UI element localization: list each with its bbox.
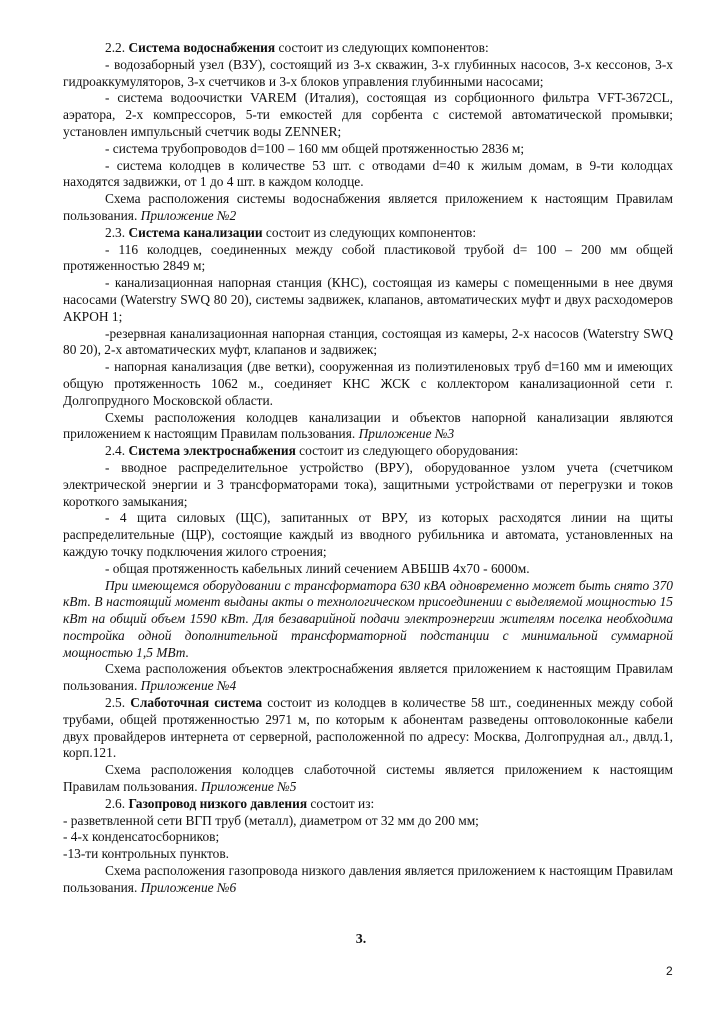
power-note — [63, 578, 673, 662]
section-intro: состоит из следующих компонентов: — [262, 224, 477, 240]
section-intro: состоит из следующих компонентов: — [275, 40, 489, 55]
scheme-paragraph — [63, 410, 673, 444]
scheme-text: Схема расположения системы водоснабжения является приложением к настоящим Правилам пользования. — [63, 191, 673, 223]
section-title: Система электроснабжения — [128, 443, 296, 459]
scheme-paragraph — [63, 863, 673, 897]
section-title: Система водоснабжения — [128, 40, 276, 55]
scheme-paragraph — [63, 191, 673, 225]
section-2-4-heading — [63, 443, 673, 460]
section-intro: состоит из: — [307, 795, 375, 811]
scheme-text: Схема расположения колодцев слаботочной системы является приложением к настоящим Правилам пользования. — [63, 762, 673, 795]
scheme-text: Схема расположения объектов электроснабжения является приложением к настоящим Правилам пользования. — [63, 661, 673, 694]
page-number: 2 — [666, 964, 673, 978]
section-number: 2.6. — [105, 795, 129, 811]
section-intro: состоит из следующего оборудования: — [295, 443, 519, 459]
section-title: Слаботочная система — [130, 695, 263, 711]
list-item: - вводное распределительное устройство (ВРУ), оборудованное узлом учета (счетчиком электрической энергии и 3 трансформаторами тока), защитными устройствами от перегрузки и токов короткого замыкания; — [63, 459, 673, 509]
note-text: При имеющемся оборудовании с трансформатора 630 кВА одновременно может быть снято 370 кВт. В настоящий момент выданы акты о технологическом присоединении с выделяемой мощностью 15 кВт на общий объем 1590 кВт. Для безаварийной подачи электроэнергии жителям поселка необходима постройка одной дополнительной трансформаторной подстанции с минимальной суммарной мощностью 1,5 МВт. — [63, 577, 673, 660]
list-item: - 116 колодцев, соединенных между собой пластиковой трубой d= 100 – 200 мм общей протяженностью 2849 м; — [63, 241, 673, 274]
section-intro: состоит из колодцев в количестве 58 шт., соединенных между собой трубами, общей протяженностью 2971 м, по которым к абонентам разведены оптоволоконные кабели двух провайдеров интернета от серверной, расположенной по адресу: Москва, Долгопрудная ал., двлд.1, корп.121. — [63, 695, 673, 761]
list-item: - водозаборный узел (ВЗУ), состоящий из 3-х скважин, 3-х глубинных насосов, 3-х кессонов, 3-х гидроаккумуляторов, 3-х счетчиков и 3-х блоков управления глубинными насосами; — [63, 56, 673, 89]
scheme-paragraph — [63, 661, 673, 695]
appendix-ref: Приложение №6 — [140, 879, 237, 895]
list-item: -резервная канализационная напорная станция, состоящая из камеры, 2-х насосов (Waterstry SWQ 80 20), 2-х автоматических муфт, клапанов и задвижек; — [63, 325, 673, 358]
document-body — [63, 40, 673, 897]
list-item: - разветвленной сети ВГП труб (металл), диаметром от 32 мм до 200 мм; — [63, 812, 479, 828]
scheme-text: Схемы расположения колодцев канализации и объектов напорной канализации являются приложением к настоящим Правилам пользования. — [63, 409, 673, 442]
list-item: -13-ти контрольных пунктов. — [63, 846, 229, 862]
list-item: - 4-х конденсатосборников; — [63, 829, 220, 845]
list-item: - 4 щита силовых (ЩС), запитанных от ВРУ, из которых расходятся линии на щиты распределительные (ЩР), состоящие каждый из вводного рубильника и автомата, установленных на каждую точку подключения жилого строения; — [63, 510, 673, 559]
list-item: - напорная канализация (две ветки), сооруженная из полиэтиленовых труб d=160 мм и имеющих общую протяженность 1062 м., соединяет КНС ЖСК с коллектором канализационной сети г. Долгопрудного Московской области. — [63, 359, 673, 408]
section-2-3-heading — [63, 225, 673, 242]
list-item: - канализационная напорная станция (КНС), состоящая из камеры с помещенными в нее двумя насосами (Waterstry SWQ 80 20), системы задвижек, клапанов, автоматических муфт и двух расходомеров АКРОН 1; — [63, 275, 673, 324]
section-number: 2.5. — [105, 695, 131, 711]
list-item: - система колодцев в количестве 53 шт. с отводами d=40 к жилым домам, в 9-ти колодцах находятся задвижки, от 1 до 4 шт. в каждом колодце. — [63, 157, 673, 190]
scheme-paragraph — [63, 762, 673, 796]
section-2-5-heading — [63, 695, 673, 762]
appendix-ref: Приложение №5 — [200, 779, 297, 795]
section-2-2-heading — [63, 40, 673, 57]
section-title: Газопровод низкого давления — [128, 795, 308, 811]
list-item: - система трубопроводов d=100 – 160 мм общей протяженностью 2836 м; — [105, 140, 525, 156]
appendix-ref: Приложение №3 — [358, 426, 455, 442]
section-number: 2.4. — [105, 443, 129, 459]
section-title: Система канализации — [128, 224, 263, 240]
appendix-ref: Приложение №2 — [140, 207, 237, 223]
next-section-number: 3. — [355, 932, 367, 947]
list-item: - система водоочистки VAREM (Италия), состоящая из сорбционного фильтра VFT-3672CL, аэратора, 2-х компрессоров, 5-ти емкостей для сорбента с системой автоматической промывки; установлен импульсный счетчик воды ZENNER; — [63, 90, 673, 139]
section-2-6-heading — [63, 796, 673, 813]
appendix-ref: Приложение №4 — [140, 678, 237, 694]
section-number: 2.2. — [105, 40, 129, 55]
list-item: - общая протяженность кабельных линий сечением АВБШВ 4х70 - 6000м. — [105, 560, 530, 576]
section-number: 2.3. — [105, 224, 129, 240]
scheme-text: Схема расположения газопровода низкого давления является приложением к настоящим Правилам пользования. — [63, 863, 673, 895]
